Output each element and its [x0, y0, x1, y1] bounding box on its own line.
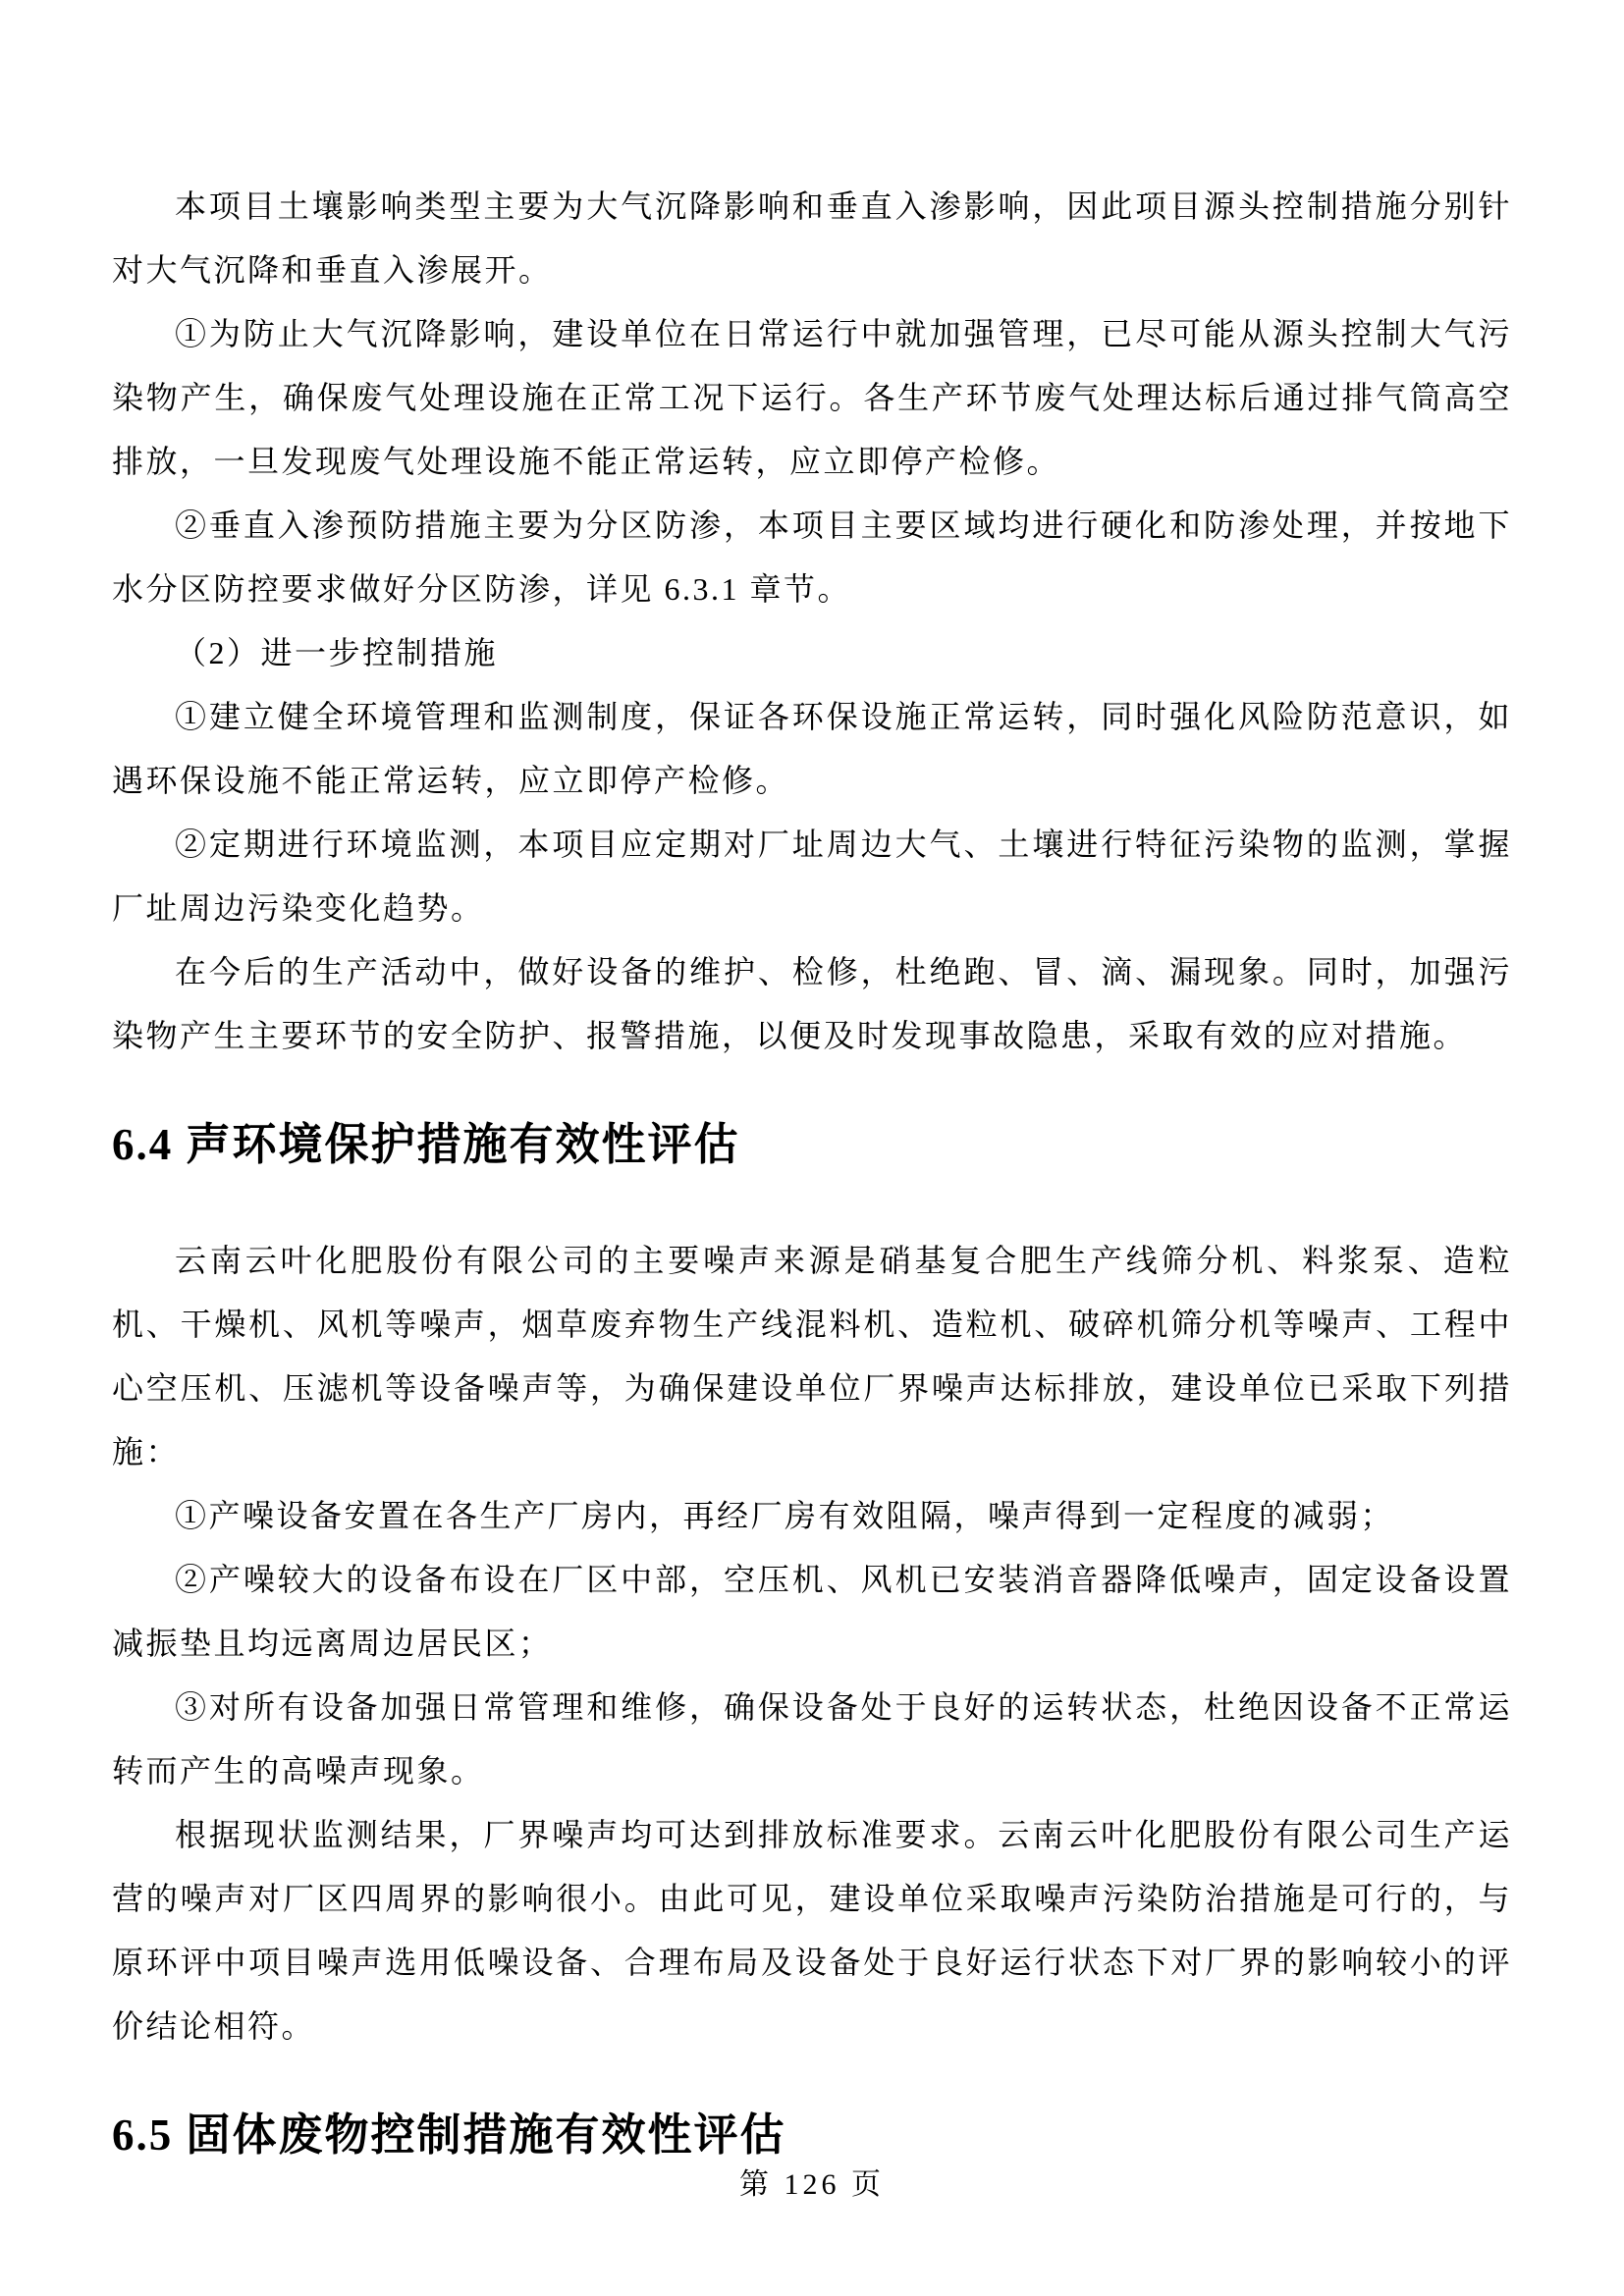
paragraph-further-control-subtitle: （2）进一步控制措施 [175, 635, 499, 670]
section-heading-6-5: 6.5 固体废物控制措施有效性评估 [112, 2110, 786, 2160]
paragraph-management-monitoring-system: ①建立健全环境管理和监测制度，保证各环保设施正常运转，同时强化风险防范意识，如遇环保设施不能正常运转，应立即停产检修。 [112, 699, 1512, 798]
document-content [112, 175, 1512, 2163]
page-number: 第 126 页 [739, 2168, 885, 2201]
paragraph-noise-measure-1: ①产噪设备安置在各生产厂房内，再经厂房有效阻隔，噪声得到一定程度的减弱； [175, 1498, 1395, 1533]
paragraph-future-production-maintenance: 在今后的生产活动中，做好设备的维护、检修，杜绝跑、冒、滴、漏现象。同时，加强污染物产生主要环节的安全防护、报警措施，以便及时发现事故隐患，采取有效的应对措施。 [112, 954, 1512, 1053]
paragraph-noise-sources: 云南云叶化肥股份有限公司的主要噪声来源是硝基复合肥生产线筛分机、料浆泵、造粒机、干燥机、风机等噪声，烟草废弃物生产线混料机、造粒机、破碎机筛分机等噪声、工程中心空压机、压滤机等设备噪声等，为确保建设单位厂界噪声达标排放，建设单位已采取下列措施： [112, 1243, 1512, 1469]
paragraph-soil-control-intro: 本项目土壤影响类型主要为大气沉降影响和垂直入渗影响，因此项目源头控制措施分别针对大气沉降和垂直入渗展开。 [112, 188, 1512, 288]
paragraph-noise-measure-2: ②产噪较大的设备布设在厂区中部，空压机、风机已安装消音器降低噪声，固定设备设置减振垫且均远离周边居民区； [112, 1562, 1512, 1661]
section-heading-6-4: 6.4 声环境保护措施有效性评估 [112, 1120, 740, 1169]
paragraph-atmospheric-deposition-measure: ①为防止大气沉降影响，建设单位在日常运行中就加强管理，已尽可能从源头控制大气污染物产生，确保废气处理设施在正常工况下运行。各生产环节废气处理达标后通过排气筒高空排放，一旦发现废气处理设施不能正常运转，应立即停产检修。 [112, 316, 1512, 479]
paragraph-periodic-monitoring: ②定期进行环境监测，本项目应定期对厂址周边大气、土壤进行特征污染物的监测，掌握厂址周边污染变化趋势。 [112, 827, 1512, 926]
paragraph-noise-conclusion: 根据现状监测结果，厂界噪声均可达到排放标准要求。云南云叶化肥股份有限公司生产运营的噪声对厂区四周界的影响很小。由此可见，建设单位采取噪声污染防治措施是可行的，与原环评中项目噪声选用低噪设备、合理布局及设备处于良好运行状态下对厂界的影响较小的评价结论相符。 [112, 1817, 1512, 2044]
paragraph-vertical-seepage-measure: ②垂直入渗预防措施主要为分区防渗，本项目主要区域均进行硬化和防渗处理，并按地下水分区防控要求做好分区防渗，详见 6.3.1 章节。 [112, 507, 1512, 607]
paragraph-noise-measure-3: ③对所有设备加强日常管理和维修，确保设备处于良好的运转状态，杜绝因设备不正常运转而产生的高噪声现象。 [112, 1689, 1512, 1789]
